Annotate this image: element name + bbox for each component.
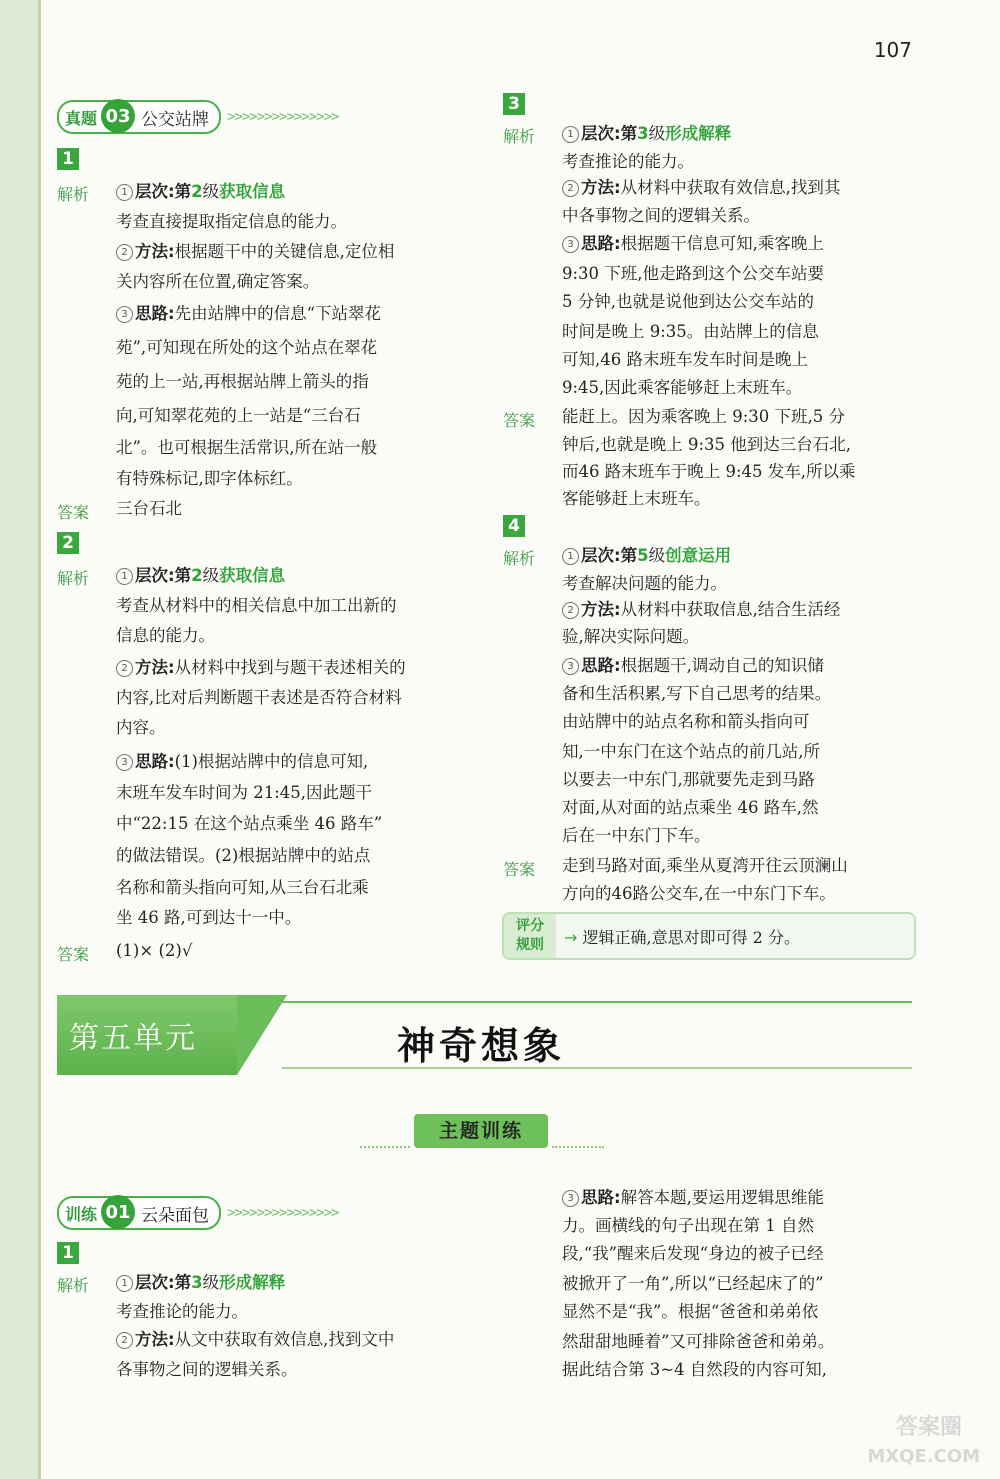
idea-line: 时间是晚上 9:35。由站牌上的信息 — [562, 322, 819, 341]
analysis-label: 解析 — [57, 1276, 90, 1295]
idea-line: 3 思路:根据题干,调动自己的知识储 — [562, 654, 824, 678]
idea-line: 5 分钟,也就是说他到达公交车站的 — [562, 292, 814, 311]
scoring-rule-text: → 逻辑正确,意思对即可得 2 分。 — [564, 928, 800, 947]
analysis-label: 解析 — [57, 569, 90, 588]
idea-line: 名称和箭头指向可知,从三台石北乘 — [116, 878, 369, 897]
ability-text: 考查直接提取指定信息的能力。 — [116, 212, 347, 231]
idea-line: 知,一中东门在这个站点的前几站,所 — [562, 742, 820, 761]
method-line: 内容,比对后判断题干表述是否符合材料 — [116, 688, 402, 707]
divider-dots-right — [552, 1146, 604, 1148]
tag-number: 01 — [101, 1195, 135, 1229]
level-line: 1 层次:第5级创意运用 — [562, 544, 731, 568]
ability-text: 考查推论的能力。 — [562, 152, 694, 171]
idea-line: 9:45,因此乘客能够赶上末班车。 — [562, 378, 803, 397]
idea-line: 向,可知翠花苑的上一站是“三台石 — [116, 406, 361, 425]
answer-text: 钟后,也就是晚上 9:35 他到达三台石北, — [562, 435, 852, 454]
idea-line: 可知,46 路末班车发车时间是晚上 — [562, 350, 808, 369]
idea-line: 苑”,可知现在所处的这个站点在翠花 — [116, 338, 378, 357]
arrow-decoration: >>>>>>>>>>>>>>> — [227, 109, 339, 125]
level-line: 1 层次:第2级获取信息 — [116, 564, 285, 588]
idea-line: 由站牌中的站点名称和箭头指向可 — [562, 712, 810, 731]
idea-line: 然甜甜地睡着”又可排除爸爸和弟弟。 — [562, 1332, 835, 1351]
ability-text: 信息的能力。 — [116, 626, 215, 645]
question-number: 4 — [503, 515, 525, 537]
answer-text: 客能够赶上末班车。 — [562, 489, 711, 508]
idea-line: 的做法错误。(2)根据站牌中的站点 — [116, 846, 371, 865]
idea-line: 坐 46 路,可到达十一中。 — [116, 908, 302, 927]
theme-training-heading: 主题训练 — [414, 1114, 548, 1148]
section-tag-training — [57, 1196, 338, 1230]
answer-text: 能赶上。因为乘客晚上 9:30 下班,5 分 — [562, 407, 846, 426]
tag-kind: 训练 — [65, 1204, 98, 1224]
ability-text: 考查推论的能力。 — [116, 1302, 248, 1321]
unit-label: 第五单元 — [69, 1021, 197, 1056]
watermark-logo: 答案圈 — [895, 1415, 962, 1440]
answer-label: 答案 — [57, 945, 90, 964]
method-line: 2 方法:从材料中找到与题干表述相关的 — [116, 656, 406, 680]
idea-line: 显然不是“我”。根据“爸爸和弟弟依 — [562, 1302, 819, 1321]
idea-line: 末班车发车时间为 21:45,因此题干 — [116, 783, 373, 802]
answer-label: 答案 — [503, 860, 536, 879]
method-line: 关内容所在位置,确定答案。 — [116, 272, 320, 291]
idea-line: 北”。也可根据生活常识,所在站一般 — [116, 438, 378, 457]
ability-text: 考查从材料中的相关信息中加工出新的 — [116, 596, 397, 615]
answer-text: 方向的46路公交车,在一中东门下车。 — [562, 884, 836, 903]
left-margin-band — [0, 0, 40, 1479]
idea-line: 中“22:15 在这个站点乘坐 46 路车” — [116, 814, 383, 833]
level-line: 1 层次:第2级获取信息 — [116, 180, 285, 204]
idea-line: 3 思路:根据题干信息可知,乘客晚上 — [562, 232, 824, 256]
arrow-right-icon: → — [564, 928, 578, 947]
idea-line: 被掀开了一角”,所以“已经起床了的” — [562, 1274, 824, 1293]
method-line: 验,解决实际问题。 — [562, 627, 700, 646]
unit-header — [57, 995, 912, 1075]
answer-text: 三台石北 — [116, 499, 182, 518]
ability-text: 考查解决问题的能力。 — [562, 574, 727, 593]
idea-line: 备和生活积累,写下自己思考的结果。 — [562, 684, 832, 703]
method-line: 中各事物之间的逻辑关系。 — [562, 206, 760, 225]
section-tag-real-exam — [57, 100, 338, 134]
method-line: 内容。 — [116, 718, 166, 737]
idea-line: 3 思路:(1)根据站牌中的信息可知, — [116, 750, 368, 774]
level-line: 1 层次:第3级形成解释 — [116, 1271, 285, 1295]
method-line: 各事物之间的逻辑关系。 — [116, 1360, 298, 1379]
question-number: 1 — [57, 148, 79, 170]
analysis-label: 解析 — [503, 549, 536, 568]
method-line: 2 方法:根据题干中的关键信息,定位相 — [116, 240, 394, 264]
unit-title: 神奇想象 — [397, 1023, 566, 1068]
idea-line: 以要去一中东门,那就要先走到马路 — [562, 770, 815, 789]
idea-line: 据此结合第 3~4 自然段的内容可知, — [562, 1360, 828, 1379]
analysis-label: 解析 — [57, 185, 90, 204]
idea-line: 3 思路:解答本题,要运用逻辑思维能 — [562, 1186, 824, 1210]
idea-line: 苑的上一站,再根据站牌上箭头的指 — [116, 372, 369, 391]
question-number: 3 — [503, 93, 525, 115]
tag-title: 云朵面包 — [141, 1205, 210, 1226]
idea-line: 对面,从对面的站点乘坐 46 路车,然 — [562, 798, 819, 817]
method-line: 2 方法:从材料中获取信息,结合生活经 — [562, 598, 840, 622]
level-line: 1 层次:第3级形成解释 — [562, 122, 731, 146]
watermark-url: MXQE.COM — [867, 1446, 980, 1467]
idea-line: 9:30 下班,他走路到这个公交车站要 — [562, 264, 825, 283]
method-line: 2 方法:从材料中获取有效信息,找到其 — [562, 176, 840, 200]
answer-text: (1)× (2)√ — [116, 941, 193, 960]
divider-dots-left — [360, 1146, 410, 1148]
idea-line: 段,“我”醒来后发现“身边的被子已经 — [562, 1244, 824, 1263]
idea-line: 力。画横线的句子出现在第 1 自然 — [562, 1216, 814, 1235]
question-number: 1 — [57, 1242, 79, 1264]
idea-line: 后在一中东门下车。 — [562, 826, 711, 845]
question-number: 2 — [57, 532, 79, 554]
page-number: 107 — [873, 38, 912, 62]
answer-text: 而46 路末班车于晚上 9:45 发车,所以乘 — [562, 462, 856, 481]
tag-title: 公交站牌 — [141, 109, 210, 130]
answer-label: 答案 — [503, 411, 536, 430]
scoring-rule-label: 评分 规则 — [504, 914, 556, 958]
tag-kind: 真题 — [65, 108, 98, 128]
scoring-rule-box — [502, 912, 916, 960]
tag-number: 03 — [101, 99, 135, 133]
idea-line: 3 思路:先由站牌中的信息“下站翠花 — [116, 302, 381, 326]
analysis-label: 解析 — [503, 127, 536, 146]
answer-text: 走到马路对面,乘坐从夏湾开往云顶澜山 — [562, 856, 848, 875]
arrow-decoration: >>>>>>>>>>>>>>> — [227, 1205, 339, 1221]
answer-label: 答案 — [57, 503, 90, 522]
method-line: 2 方法:从文中获取有效信息,找到文中 — [116, 1328, 394, 1352]
idea-line: 有特殊标记,即字体标红。 — [116, 469, 303, 488]
